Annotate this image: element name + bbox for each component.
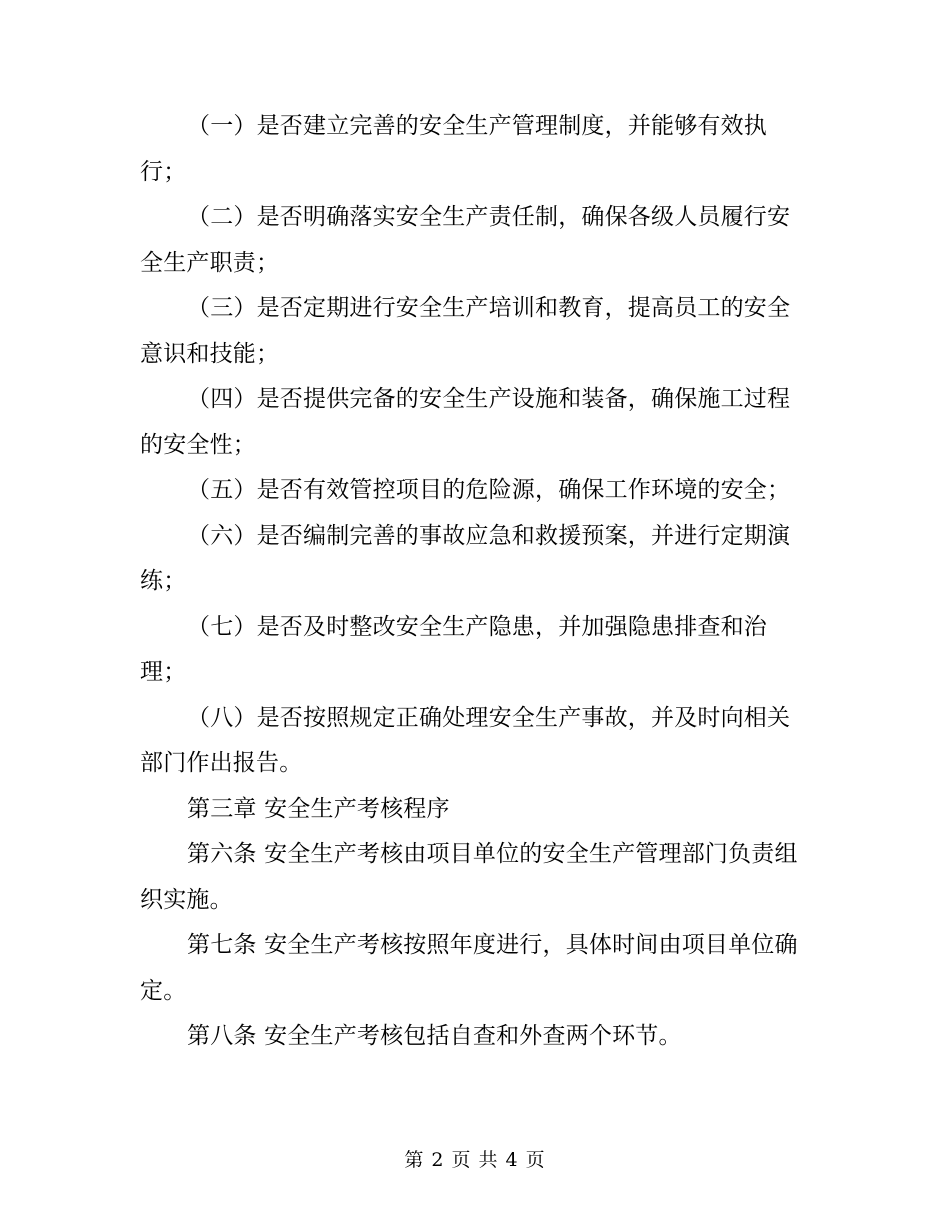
article-7: 第七条 安全生产考核按照年度进行，具体时间由项目单位确定。 [140, 932, 798, 1004]
article-6: 第六条 安全生产考核由项目单位的安全生产管理部门负责组织实施。 [140, 841, 798, 913]
paragraph-item-2: （二）是否明确落实安全生产责任制，确保各级人员履行安全生产职责； [140, 204, 791, 276]
paragraph-item-7: （七）是否及时整改安全生产隐患，并加强隐患排查和治理； [140, 613, 767, 685]
paragraph-item-3: （三）是否定期进行安全生产培训和教育，提高员工的安全意识和技能； [140, 295, 791, 367]
paragraph-item-6: （六）是否编制完善的事故应急和救援预案，并进行定期演练； [140, 522, 791, 594]
paragraph-item-4: （四）是否提供完备的安全生产设施和装备，确保施工过程的安全性； [140, 386, 791, 458]
page-number-footer: 第 2 页 共 4 页 [404, 1149, 546, 1171]
article-8: 第八条 安全生产考核包括自查和外查两个环节。 [187, 1023, 682, 1049]
paragraph-item-5: （五）是否有效管控项目的危险源，确保工作环境的安全； [187, 477, 791, 503]
paragraph-item-1: （一）是否建立完善的安全生产管理制度，并能够有效执行； [140, 113, 767, 185]
paragraph-item-8: （八）是否按照规定正确处理安全生产事故，并及时向相关部门作出报告。 [140, 704, 791, 776]
document-body [140, 104, 812, 1060]
chapter-heading: 第三章 安全生产考核程序 [187, 795, 450, 822]
